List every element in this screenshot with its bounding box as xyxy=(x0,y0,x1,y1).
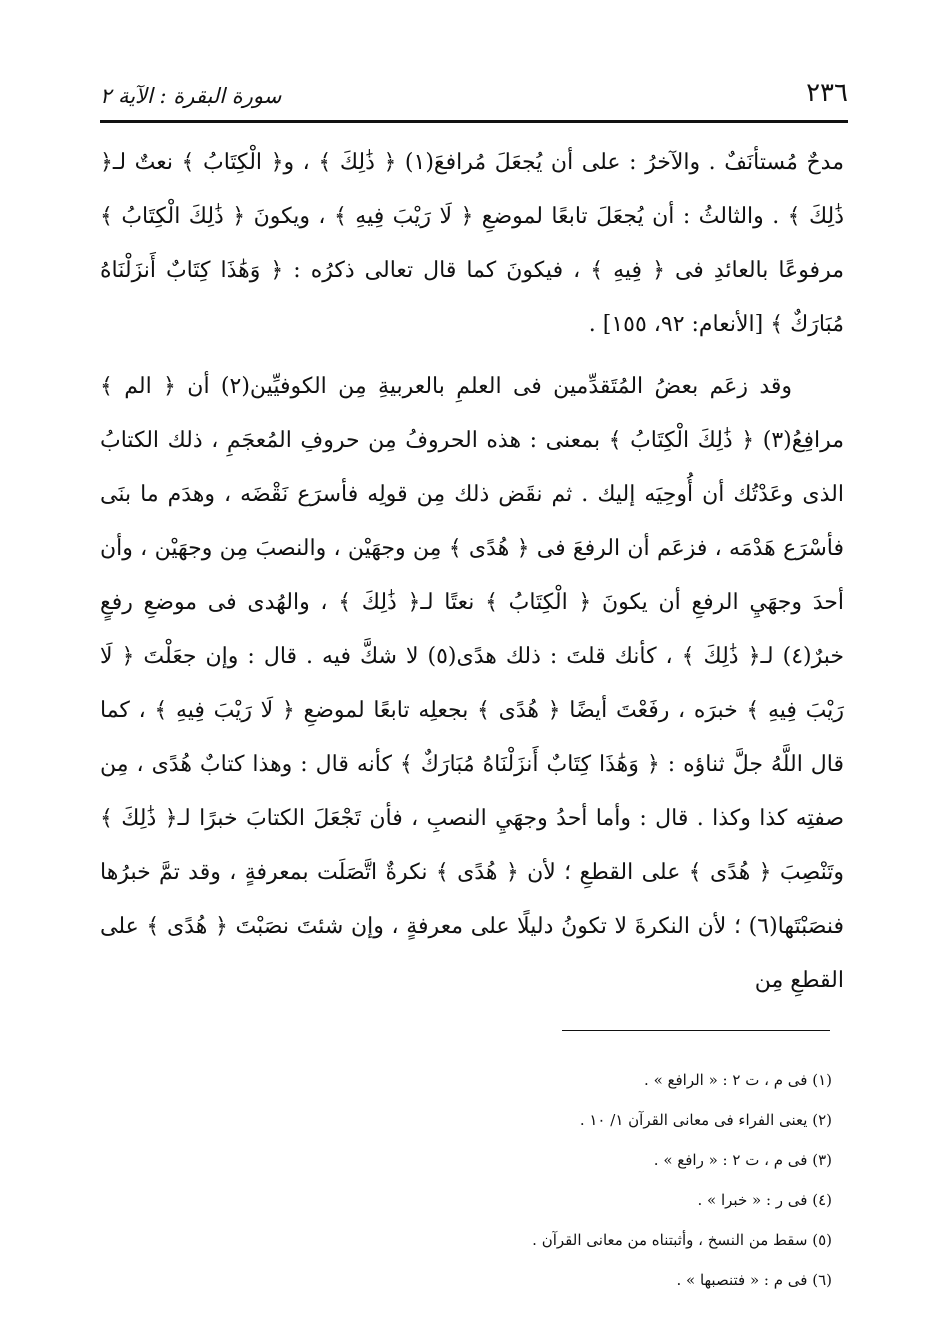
page-number: ٢٣٦ xyxy=(806,78,848,108)
footnote-4: (٤) فى ر : « خبرا » . xyxy=(697,1191,832,1209)
footnote-divider xyxy=(562,1030,830,1031)
footnote-6: (٦) فى م : « فتنصبها » . xyxy=(676,1271,832,1289)
footnotes-list xyxy=(100,1060,832,1300)
running-title: سورة البقرة : الآية ٢ xyxy=(100,84,282,108)
footnote-5: (٥) سقط من النسخ ، وأثبتناه من معانى القرآن . xyxy=(532,1231,832,1249)
main-text xyxy=(100,136,844,1008)
header-divider xyxy=(100,120,848,123)
paragraph-1: مدحٌ مُستأنَفٌ . والآخرُ : على أن يُجعَلَ مُرافعَ(١) ﴿ ذَٰلِكَ ﴾ ، و﴿ الْكِتَابُ ﴾ نعتٌ لـ﴿ ذَٰلِكَ ﴾ . والثالثُ : أن يُجعَلَ تابعًا لموضعِ ﴿ لَا رَيْبَ فِيهِ ﴾ ، ويكونَ ﴿ ذَٰلِكَ الْكِتَابُ ﴾ مرفوعًا بالعائدِ فى ﴿ فِيهِ ﴾ ، فيكونَ كما قال تعالى ذكرُه : ﴿ وَهَٰذَا كِتَابٌ أَنزَلْنَاهُ مُبَارَكٌ ﴾ [الأنعام: ٩٢، ١٥٥] . xyxy=(100,150,845,337)
footnote-2: (٢) يعنى الفراء فى معانى القرآن ١/ ١٠ . xyxy=(579,1111,832,1129)
paragraph-2: وقد زعَم بعضُ المُتَقدِّمين فى العلمِ بالعربيةِ مِن الكوفيِّين(٢) أن ﴿ الم ﴾ مرافِعُ(٣) ﴿ ذَٰلِكَ الْكِتَابُ ﴾ بمعنى : هذه الحروفُ مِن حروفِ المُعجَمِ ، ذلك الكتابُ الذى وعَدْتُك أن أُوحِيَه إليك . ثم نقَض ذلك مِن قولِه فأسرَع نَقْضَه ، وهدَم ما بنَى فأسْرَع هَدْمَه ، فزعَم أن الرفعَ فى ﴿ هُدًى ﴾ مِن وجهَيْن ، والنصبَ مِن وجهَيْن ، وأن أحدَ وجهَيِ الرفعِ أن يكونَ ﴿ الْكِتَابُ ﴾ نعتًا لـ﴿ ذَٰلِكَ ﴾ ، والهُدى فى موضعِ رفعٍ خبرٌ(٤) لـ﴿ ذَٰلِكَ ﴾ ، كأنك قلتَ : ذلك هدًى(٥) لا شكَّ فيه . قال : وإن جعَلْتَ ﴿ لَا رَيْبَ فِيهِ ﴾ خبرَه ، رفَعْتَ أيضًا ﴿ هُدًى ﴾ بجعلِه تابعًا لموضعِ ﴿ لَا رَيْبَ فِيهِ ﴾ ، كما قال اللَّهُ جلَّ ثناؤه : ﴿ وَهَٰذَا كِتَابٌ أَنزَلْنَاهُ مُبَارَكٌ ﴾ كأنه قال : وهذا كتابٌ هُدًى ، مِن صفتِه كذا وكذا . قال : وأما أحدُ وجهَيِ النصبِ ، فأن تَجْعَلَ الكتابَ خبرًا لـ﴿ ذَٰلِكَ ﴾ وتَنْصِبَ ﴿ هُدًى ﴾ على القطعِ ؛ لأن ﴿ هُدًى ﴾ نكرةٌ اتَّصَلَت بمعرفةٍ ، وقد تمَّ خبرُها فنصَبْتَها(٦) ؛ لأن النكرةَ لا تكونُ دليلًا على معرفةٍ ، وإن شئتَ نصَبْتَ ﴿ هُدًى ﴾ على القطعِ مِن xyxy=(100,374,845,993)
page-header xyxy=(100,52,848,108)
footnote-3: (٣) فى م ، ت ٢ : « رافع » . xyxy=(653,1151,832,1169)
footnote-1: (١) فى م ، ت ٢ : « الرافع » . xyxy=(644,1071,832,1089)
